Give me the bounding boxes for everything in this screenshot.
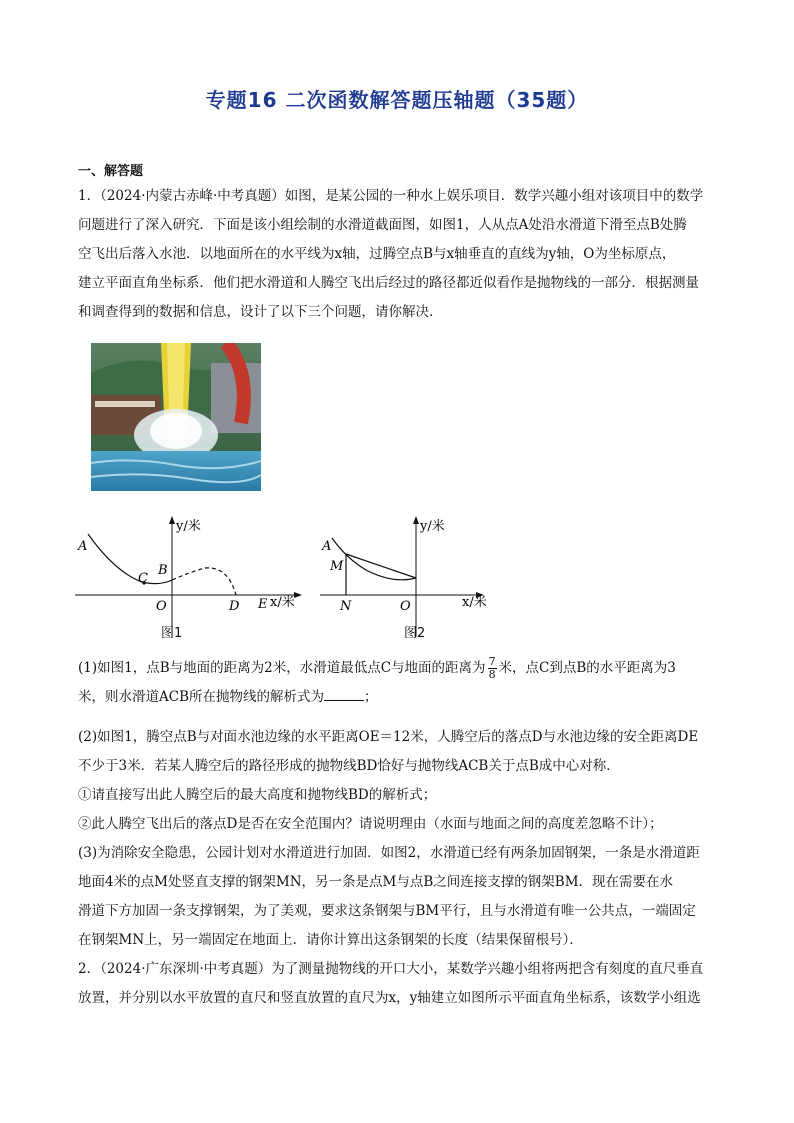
fig1-curve-BD (172, 568, 236, 595)
figure-2-caption: 图2 (404, 626, 426, 641)
q1-line-3: 空飞出后落入水池．以地面所在的水平线为x轴，过腾空点B与x轴垂直的直线为y轴，O为坐标原点， (78, 246, 676, 262)
q1-part-1 (78, 654, 718, 712)
q1-part-2-line-2: 不少于3米．若某人腾空后的路径形成的抛物线BD恰好与抛物线ACB关于点B成中心对称． (78, 758, 620, 774)
figure-1-caption: 图1 (161, 626, 183, 641)
q1-part-1-text-b: 米，点C到点B的水平距离为3 (498, 660, 676, 676)
q1-part-1-text-c: 米，则水滑道ACB所在抛物线的解析式为 (78, 689, 324, 705)
fig1-x-arrow-icon (294, 592, 302, 598)
water-slide-photo (91, 343, 261, 491)
fig1-label-O: O (156, 599, 167, 614)
fig2-label-A: A (322, 539, 332, 554)
q1-part-2-sub-1: ①请直接写出此人腾空后的最大高度和抛物线BD的解析式； (78, 787, 437, 803)
q1-part-3-line-3: 滑道下方加固一条支撑钢架，为了美观，要求这条钢架与BM平行，且与水滑道有唯一公共点，一端固定 (78, 903, 696, 919)
q1-line-5: 和调查得到的数据和信息，设计了以下三个问题，请你解决． (78, 304, 443, 320)
q2-line-2: 放置，并分别以水平放置的直尺和竖直放置的直尺为x，y轴建立如图所示平面直角坐标系，该数学小组选 (78, 990, 701, 1006)
fig1-y-label: y/米 (176, 519, 201, 534)
fig2-label-N: N (340, 599, 352, 614)
q2-line-1: 2．（2024·广东深圳·中考真题）为了测量抛物线的开口大小，某数学兴趣小组将两把含有刻度的直尺垂直 (78, 961, 704, 977)
question-1-intro (78, 182, 718, 327)
figure-1 (70, 512, 310, 642)
q1-part-2 (78, 723, 718, 839)
fig1-y-arrow-icon (169, 516, 175, 524)
q1-part-3-line-2: 地面4米的点M处竖直支撑的钢架MN，另一条是点M与点B之间连接支撑的钢架BM．现在需要在水 (78, 874, 674, 890)
fraction-seven-eighths (488, 656, 497, 681)
q1-line-1: 1．（2024·内蒙古赤峰·中考真题）如图，是某公园的一种水上娱乐项目．数学兴趣小组对该项目中的数学 (78, 188, 704, 204)
fig1-label-D: D (229, 599, 240, 614)
q1-part-3-line-4: 在钢架MN上，另一端固定在地面上．请你计算出这条钢架的长度（结果保留根号）． (78, 932, 583, 948)
fig1-label-B: B (158, 563, 168, 578)
q1-part-2-sub-2: ②此人腾空飞出后的落点D是否在安全范围内？请说明理由（水面与地面之间的高度差忽略不计）； (78, 816, 663, 832)
q1-part-1-text-a: (1)如图1，点B与地面的距离为2米，水滑道最低点C与地面的距离为 (78, 660, 486, 676)
fig1-label-E: E (258, 597, 268, 612)
answer-blank[interactable] (324, 688, 364, 701)
q1-part-3 (78, 839, 718, 955)
q1-part-1-line-2 (78, 683, 718, 712)
q1-part-1-text-end: ； (364, 689, 378, 705)
fraction-denominator: 8 (488, 668, 496, 681)
page-title: 专题16 二次函数解答题压轴题（35题） (205, 88, 589, 112)
fig1-label-C: C (138, 571, 148, 586)
fig2-y-label: y/米 (420, 519, 445, 534)
q1-part-2-line-1: (2)如图1，腾空点B与对面水池边缘的水平距离OE＝12米，人腾空后的落点D与水池边缘的安全距离DE (78, 729, 699, 745)
fig2-x-label: x/米 (462, 595, 487, 610)
question-2 (78, 955, 718, 1013)
fig1-label-A: A (78, 539, 88, 554)
fig2-label-O: O (400, 599, 411, 614)
fig2-beam-BM (346, 554, 416, 578)
fraction-numerator: 7 (488, 655, 496, 668)
section-heading: 一、解答题 (78, 164, 144, 179)
q1-line-4: 建立平面直角坐标系．他们把水滑道和人腾空飞出后经过的路径都近似看作是抛物线的一部分．根据测量 (78, 275, 699, 291)
q1-part-1-line-1 (78, 654, 718, 683)
fig1-x-label: x/米 (270, 595, 295, 610)
q1-part-3-line-1: (3)为消除安全隐患，公园计划对水滑道进行加固．如图2，水滑道已经有两条加固钢架，一条是水滑道距 (78, 845, 700, 861)
water-slide-photo-graphic (91, 343, 261, 491)
fig2-y-arrow-icon (413, 516, 419, 524)
fig2-label-M: M (330, 559, 344, 574)
q1-line-2: 问题进行了深入研究．下面是该小组绘制的水滑道截面图，如图1，人从点A处沿水滑道下滑至点B处腾 (78, 217, 687, 233)
